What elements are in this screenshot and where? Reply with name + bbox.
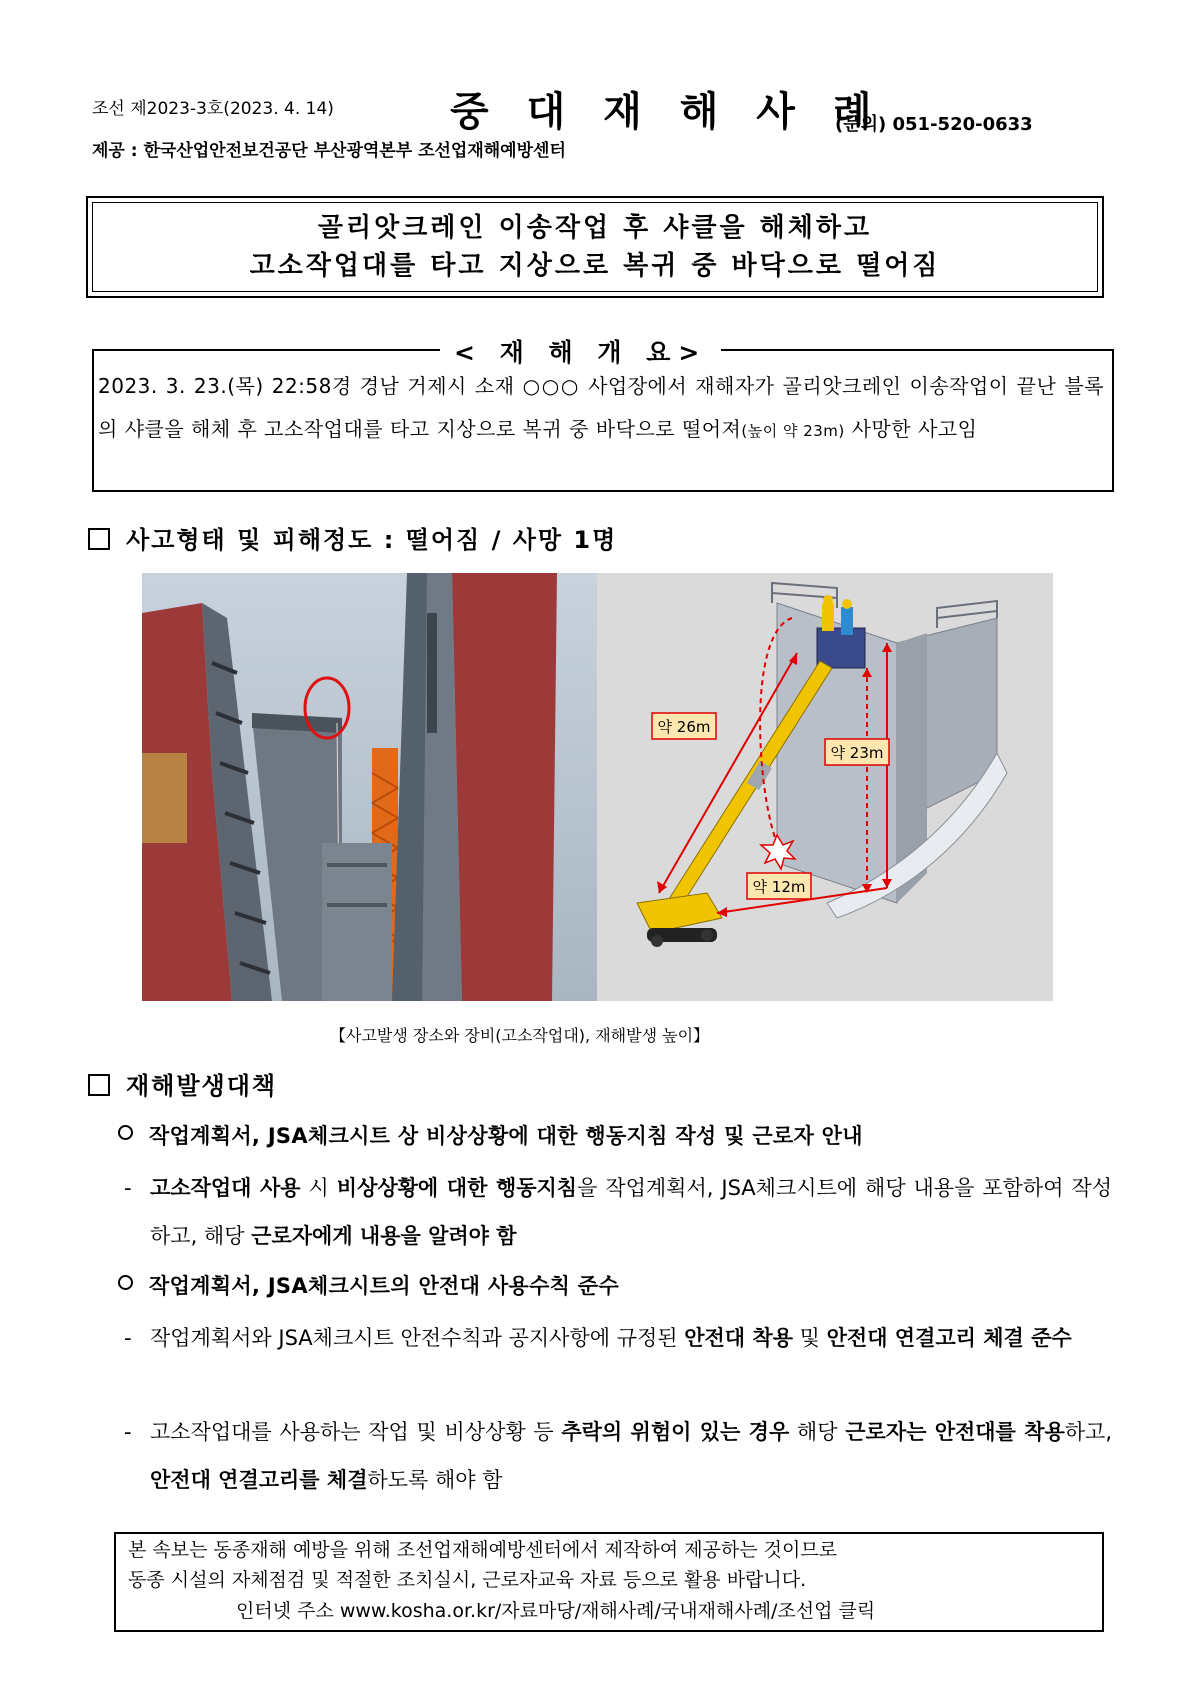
label-boom-length: 약 26m xyxy=(657,718,711,736)
measure-2-text-2: 고소작업대를 사용하는 작업 및 비상상황 등 추락의 위험이 있는 경우 해당 근로자는 안전대를 착용하고, 안전대 연결고리를 체결하도록 해야 함 xyxy=(150,1420,1113,1492)
headline-line-2: 고소작업대를 타고 지상으로 복귀 중 바닥으로 떨어짐 xyxy=(249,251,941,281)
measure-2-title: 작업계획서, JSA체크시트의 안전대 사용수칙 준수 xyxy=(118,1270,619,1300)
document-title: 중 대 재 해 사 례 xyxy=(450,89,884,135)
dash-marker: - xyxy=(124,1420,132,1444)
accident-type-heading xyxy=(88,520,617,555)
checkbox-icon xyxy=(88,1074,110,1096)
footer-line-2: 동종 시설의 자체점검 및 적절한 조치실시, 근로자교육 자료 등으로 활용 바랍니다. xyxy=(128,1569,807,1591)
measure-2-text-1: 작업계획서와 JSA체크시트 안전수칙과 공지사항에 규정된 안전대 착용 및 안전대 연결고리 체결 준수 xyxy=(150,1326,1072,1350)
accident-site-photo xyxy=(142,573,597,1001)
headline-box xyxy=(86,196,1104,298)
figure-caption: 【사고발생 장소와 장비(고소작업대), 재해발생 높이】 xyxy=(330,1026,710,1045)
circle-bullet-icon xyxy=(118,1125,133,1140)
circle-bullet-icon xyxy=(118,1275,133,1290)
accident-type-label: 사고형태 및 피해정도 : 떨어짐 / 사망 1명 xyxy=(126,526,618,554)
provider-line: 제공 : 한국산업안전보건공단 부산광역본부 조선업재해예방센터 xyxy=(92,141,566,161)
height-diagram xyxy=(597,573,1053,1001)
accident-site-illustration xyxy=(142,573,597,1001)
footer-line-1: 본 속보는 동종재해 예방을 위해 조선업재해예방센터에서 제작하여 제공하는 것이므로 xyxy=(128,1539,838,1561)
contact-phone: (문의) 051-520-0633 xyxy=(835,114,1033,135)
overview-text-end: 사망한 사고임 xyxy=(844,417,978,441)
measure-1-title: 작업계획서, JSA체크시트 상 비상상황에 대한 행동지침 작성 및 근로자 안내 xyxy=(118,1120,863,1150)
overview-text-main: 2023. 3. 23.(목) 22:58경 경남 거제시 소재 ○○○ 사업장에서 재해자가 골리앗크레인 이송작업이 끝난 블록의 샤클을 해체 후 고소작업대를 타고 지상으로 복귀 중 바닥으로 떨어져 xyxy=(98,374,1104,441)
dash-marker: - xyxy=(124,1176,132,1200)
footer-url-line[interactable]: 인터넷 주소 www.kosha.or.kr/자료마당/재해사례/국내재해사례/조선업 클릭 xyxy=(236,1600,876,1622)
checkbox-icon xyxy=(88,528,110,550)
issue-number: 조선 제2023-3호(2023. 4. 14) xyxy=(92,99,334,119)
label-horizontal-distance: 약 12m xyxy=(752,878,806,896)
measure-1-text: 고소작업대 사용 시 비상상황에 대한 행동지침을 작업계획서, JSA체크시트에 해당 내용을 포함하여 작성하고, 해당 근로자에게 내용을 알려야 함 xyxy=(150,1176,1113,1248)
overview-legend: < 재 해 개 요> xyxy=(440,333,721,369)
measures-heading-label: 재해발생대책 xyxy=(126,1072,278,1100)
headline-line-1: 골리앗크레인 이송작업 후 샤클을 해체하고 xyxy=(317,213,873,243)
label-fall-height: 약 23m xyxy=(830,744,884,762)
measures-heading xyxy=(88,1066,277,1101)
overview-height-note: (높이 약 23m) xyxy=(741,422,845,440)
overview-text xyxy=(98,365,1104,453)
dash-marker: - xyxy=(124,1326,132,1350)
aerial-lift-diagram xyxy=(597,573,1053,1001)
